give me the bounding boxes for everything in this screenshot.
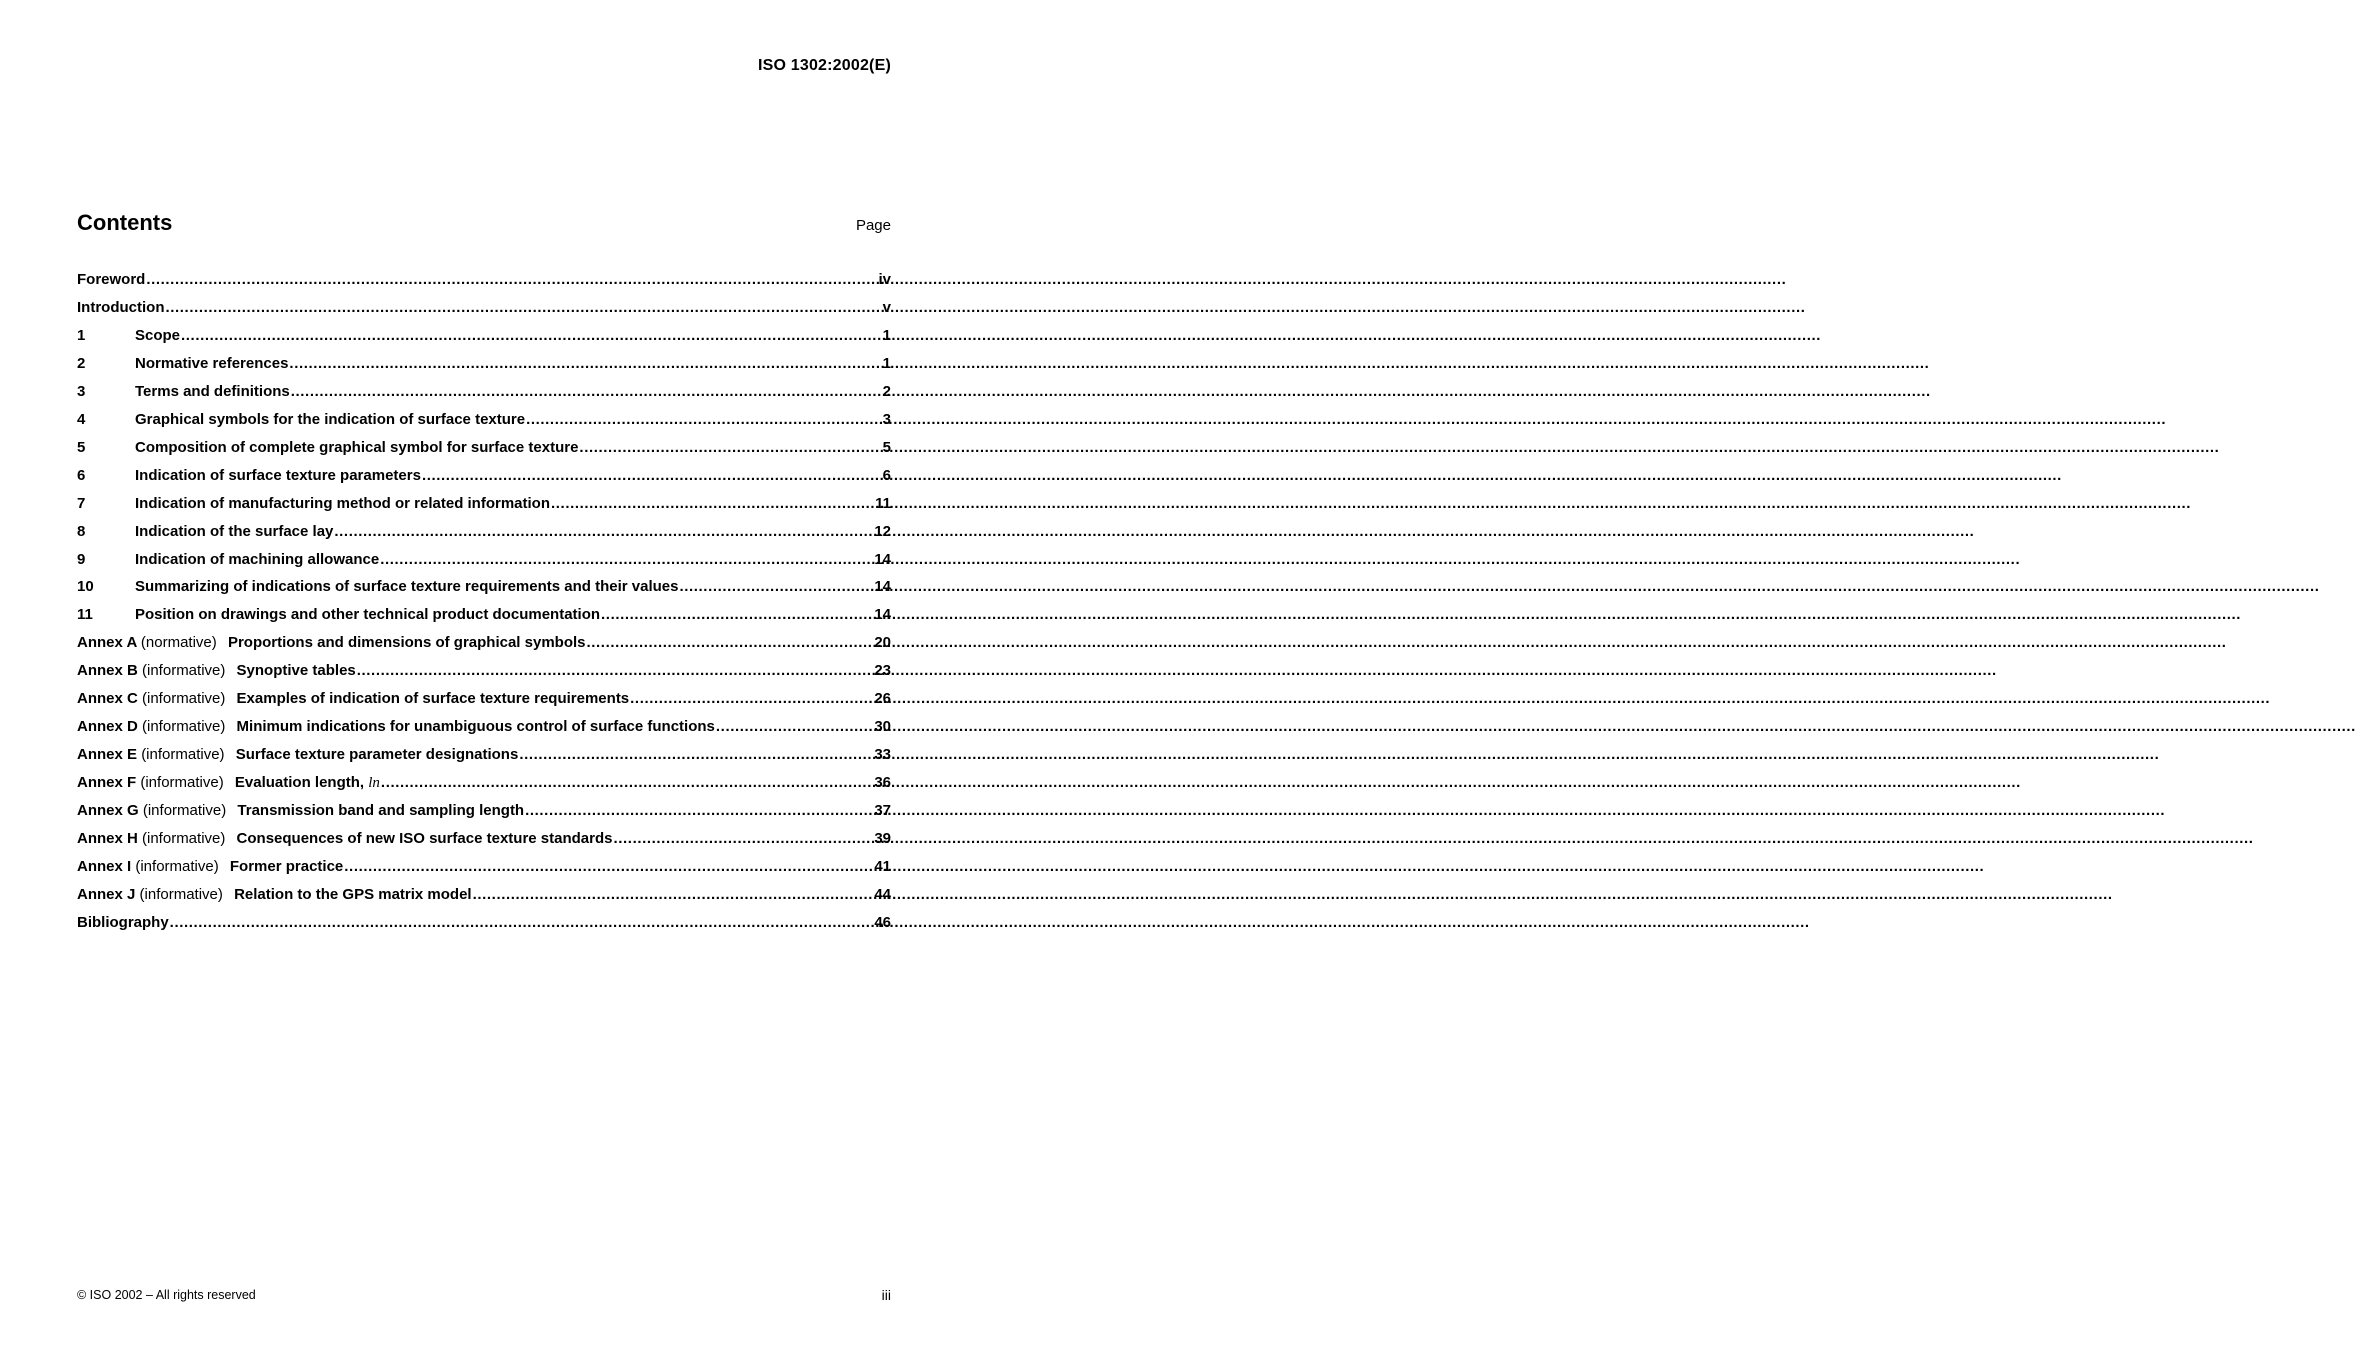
dot-leader [181,322,882,350]
toc-entry-page: 3 [882,410,891,428]
toc-entry-page: 36 [874,774,891,792]
toc-entry-title [77,629,586,657]
annex-type: (informative) [142,718,226,736]
toc-entry-title: Indication of surface texture parameters [135,466,421,484]
footer-copyright: © ISO 2002 – All rights reserved [77,1288,256,1302]
dot-leader [334,518,873,546]
dot-leader [679,573,873,601]
toc-entry-page: 14 [874,578,891,596]
toc-entry-clause-1[interactable] [77,322,891,350]
clause-number: 11 [77,606,93,624]
toc-entry-annex-e[interactable] [77,741,891,769]
toc-entry-title [77,797,524,825]
dot-leader [525,797,873,825]
toc-entry-annex-d[interactable] [77,713,891,741]
toc-entry-clause-5[interactable] [77,434,891,462]
toc-entry-foreword[interactable] [77,266,891,294]
dot-leader [381,769,873,797]
toc-entry-page: 12 [874,522,891,540]
toc-entry-page: 46 [874,913,891,931]
toc-entry-page: 23 [874,662,891,680]
toc-entry-title: Terms and definitions [135,382,290,400]
annex-label: Annex A [77,634,137,652]
dot-leader [630,685,873,713]
toc-entry-page: iv [878,271,891,288]
toc-entry-page: 30 [874,718,891,736]
clause-number: 5 [77,438,86,456]
clause-number: 3 [77,382,86,400]
annex-label: Annex I [77,858,132,876]
toc-entry-introduction[interactable] [77,294,891,322]
annex-type: (informative) [142,690,226,708]
dot-leader [587,629,874,657]
toc-entry-title: Indication of the surface lay [135,522,334,540]
toc-entry-clause-8[interactable] [77,518,891,546]
dot-leader [551,490,874,518]
dot-leader [357,657,874,685]
clause-number: 8 [77,522,86,540]
clause-number: 10 [77,578,94,596]
toc-entry-clause-7[interactable] [77,490,891,518]
annex-title: Proportions and dimensions of graphical symbols [227,634,586,652]
clause-number: 9 [77,550,86,568]
page-column-label: Page [855,217,891,234]
annex-label: Annex B [77,662,138,680]
toc-entry-title [77,657,356,685]
toc-entry-annex-c[interactable] [77,685,891,713]
toc-entry-page: 2 [882,382,891,400]
toc-entry-title [77,713,715,741]
toc-entry-title [77,741,518,769]
annex-title: Synoptive tables [236,662,356,680]
clause-number: 1 [77,326,86,344]
toc-entry-title [77,881,472,909]
toc-entry-clause-3[interactable] [77,378,891,406]
toc-entry-clause-4[interactable] [77,406,891,434]
toc-entry-clause-9[interactable] [77,546,891,574]
toc-entry-title [77,685,629,713]
annex-label: Annex D [77,718,138,736]
toc-entry-annex-a[interactable] [77,629,891,657]
dot-leader [380,546,873,574]
toc-entry-page: 37 [874,802,891,820]
annex-type: (informative) [140,774,224,792]
toc-entry-page: 5 [882,438,891,456]
annex-title-text: Evaluation length, [234,774,369,792]
annex-title: Surface texture parameter designations [235,746,519,764]
annex-title: Transmission band and sampling length [237,802,525,820]
page-title: Contents [77,210,173,235]
toc-entry-title: Foreword [77,271,146,288]
annex-type: (informative) [142,830,226,848]
toc-entry-title: Bibliography [77,913,169,931]
annex-type: (informative) [141,746,225,764]
dot-leader [165,294,881,322]
clause-number: 2 [77,354,86,372]
annex-label: Annex C [77,690,138,708]
toc-entry-bibliography[interactable] [77,909,891,937]
toc-entry-page: 44 [874,885,891,903]
toc-entry-title: Summarizing of indications of surface texture requirements and their values [135,578,679,596]
toc-entry-title [77,769,380,798]
toc-entry-page: v [882,298,891,316]
annex-title: Consequences of new ISO surface texture standards [236,830,613,848]
annex-label: Annex F [77,774,137,792]
dot-leader [601,601,873,629]
toc-entry-annex-i[interactable] [77,853,891,881]
footer-page-number: iii [881,1287,891,1303]
toc-entry-title: Indication of machining allowance [135,550,380,568]
toc-entry-title: Position on drawings and other technical product documentation [135,606,601,624]
dot-leader [146,266,877,294]
toc-entry-clause-6[interactable] [77,462,891,490]
toc-entry-annex-b[interactable] [77,657,891,685]
toc-entry-clause-11[interactable] [77,601,891,629]
dot-leader [291,378,882,406]
annex-type: (informative) [139,885,223,903]
toc-entry-title: Introduction [77,298,165,316]
toc-entry-title: Scope [135,326,181,344]
toc-entry-page: 33 [874,746,891,764]
toc-entry-page: 39 [874,830,891,848]
annex-type: (informative) [142,802,227,820]
annex-type: (normative) [140,634,217,652]
annex-title: Former practice [229,858,344,876]
annex-type: (informative) [142,662,226,680]
toc-entry-title: Graphical symbols for the indication of surface texture [135,410,526,428]
toc-entry-title [77,825,613,853]
toc-entry-page: 26 [874,690,891,708]
toc-entry-page: 14 [874,606,891,624]
clause-number: 4 [77,410,86,428]
annex-label: Annex J [77,885,136,903]
toc-entry-title [77,853,343,881]
dot-leader [716,713,873,741]
dot-leader [579,434,881,462]
toc-entry-page: 20 [874,634,891,652]
annex-title: Minimum indications for unambiguous control of surface functions [236,718,715,736]
clause-number: 7 [77,494,86,512]
toc-entry-page: 6 [882,466,891,484]
annex-title: Examples of indication of surface texture requirements [236,690,630,708]
clause-number: 6 [77,466,86,484]
dot-leader [170,909,874,937]
toc-entry-title: Indication of manufacturing method or related information [135,494,551,512]
toc-entry-title: Normative references [135,354,289,372]
toc-entry-annex-g[interactable] [77,797,891,825]
dot-leader [422,462,882,490]
annex-title: Relation to the GPS matrix model [234,885,472,903]
toc-entry-clause-10[interactable] [77,573,891,601]
dot-leader [614,825,874,853]
toc-entry-page: 41 [874,858,891,876]
dot-leader [344,853,873,881]
toc-entry-page: 1 [882,354,891,372]
annex-title [235,774,380,791]
annex-type: (informative) [135,858,219,876]
annex-label: Annex G [77,802,139,820]
document-id: ISO 1302:2002(E) [757,57,891,74]
toc-entry-annex-j[interactable] [77,881,891,909]
toc-entry-page: 1 [882,326,891,344]
contents-header [77,210,891,240]
dot-leader [473,881,874,909]
toc-entry-annex-h[interactable] [77,825,891,853]
table-of-contents [77,266,891,937]
dot-leader [289,350,881,378]
annex-label: Annex H [77,830,138,848]
toc-entry-clause-2[interactable] [77,350,891,378]
annex-label: Annex E [77,746,138,764]
toc-entry-annex-f[interactable] [77,769,891,797]
toc-entry-page: 11 [875,494,891,512]
toc-entry-title: Composition of complete graphical symbol for surface texture [135,438,579,456]
dot-leader [526,406,882,434]
toc-entry-page: 14 [874,550,891,568]
evaluation-length-symbol: ln [368,775,380,792]
dot-leader [519,741,873,769]
